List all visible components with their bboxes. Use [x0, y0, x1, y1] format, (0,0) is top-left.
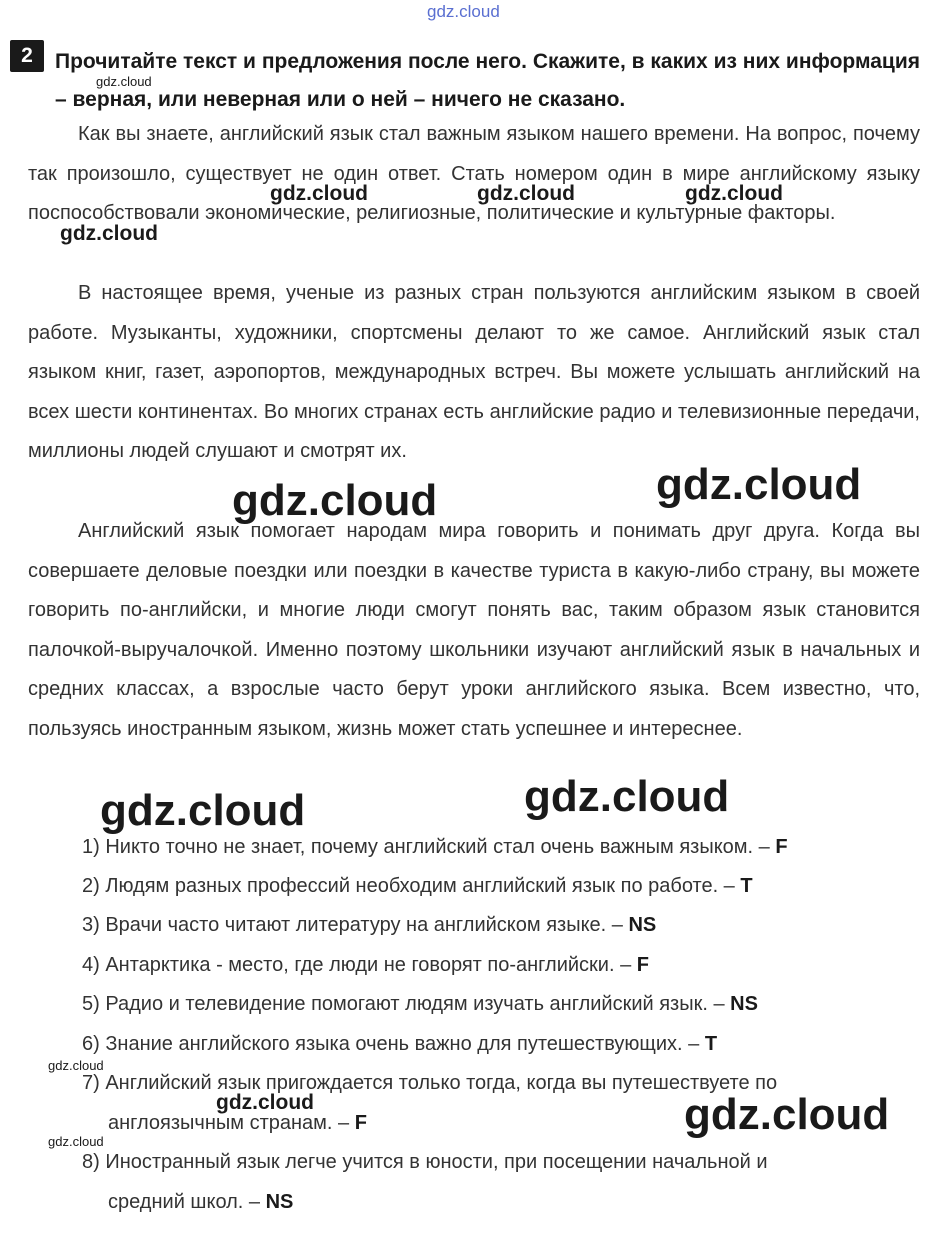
statement-answer: T — [704, 1033, 718, 1055]
task-title: Прочитайте текст и предложения после него. Скажите, в каких из них информация – верная, или неверная или о ней – ничего не сказано. — [55, 50, 920, 111]
statement-answer: NS — [730, 993, 758, 1015]
statement-1 — [82, 828, 920, 868]
statement-answer: F — [775, 836, 788, 858]
statement-text: 3) Врачи часто читают литературу на английском языке. – — [82, 914, 623, 936]
task-number-badge: 2 — [10, 40, 44, 72]
statement-text: 2) Людям разных профессий необходим английский язык по работе. – — [82, 875, 735, 897]
statement-text: 8) Иностранный язык легче учится в юности, при посещении начальной и — [82, 1151, 768, 1173]
watermark: gdz.cloud — [685, 182, 783, 205]
statement-answer: T — [740, 875, 753, 897]
statement-answer: NS — [265, 1190, 294, 1213]
statement-6 — [82, 1025, 920, 1065]
watermark: gdz.cloud — [232, 476, 438, 525]
watermark: gdz.cloud — [270, 182, 368, 205]
statement-text: 4) Антарктика - место, где люди не говорят по-английски. – — [82, 954, 632, 976]
statement-text: 5) Радио и телевидение помогают людям изучать английский язык. – — [82, 993, 725, 1015]
watermark: gdz.cloud — [656, 460, 862, 509]
statement-7 — [82, 1064, 920, 1143]
statement-text: 1) Никто точно не знает, почему английский стал очень важным языком. – — [82, 836, 770, 858]
watermark: gdz.cloud — [48, 1058, 104, 1073]
text-paragraph-2: В настоящее время, ученые из разных стран пользуются английским языком в своей работе. Музыканты, художники, спортсмены делают то же самое. Английский язык стал языком книг, газет, аэропортов, международных встреч. Вы можете услышать английский на всех шести континентах. Во многих странах есть английские радио и телевизионные передачи, миллионы людей слушают и смотрят их. — [28, 282, 920, 462]
statement-text-continued: средний школ. – NS — [108, 1190, 294, 1213]
statement-4 — [82, 946, 920, 986]
text-paragraph-1: Как вы знаете, английский язык стал важным языком нашего времени. На вопрос, почему так произошло, существует не один ответ. Стать номером один в мире английскому языку поспособствовали экономические, религиозные, политические и культурные факторы. — [28, 123, 920, 224]
watermark: gdz.cloud — [216, 1091, 314, 1114]
statement-answer: F — [636, 954, 649, 976]
statement-5 — [82, 985, 920, 1025]
statement-text: 7) Английский язык пригождается только тогда, когда вы путешествуете по — [82, 1072, 778, 1094]
watermark: gdz.cloud — [100, 786, 306, 835]
watermark: gdz.cloud — [96, 74, 152, 89]
statement-answer: NS — [628, 914, 657, 936]
watermark: gdz.cloud — [48, 1134, 104, 1149]
watermark: gdz.cloud — [524, 772, 730, 821]
statement-answer: F — [354, 1111, 367, 1134]
text-paragraph-3: Английский язык помогает народам мира говорить и понимать друг друга. Когда вы совершаете деловые поездки или поездки в качестве туриста в какую-либо страну, вы можете говорить по-английски, и многие люди смогут понять вас, таким образом язык становится палочкой-выручалочкой. Именно поэтому школьники изучают английский язык в начальных и средних классах, а взрослые часто берут уроки английского языка. Всем известно, что, пользуясь иностранным языком, жизнь может стать успешнее и интереснее. — [28, 520, 920, 740]
statement-8 — [82, 1143, 920, 1222]
statement-text: 6) Знание английского языка очень важно для путешествующих. – — [82, 1033, 700, 1055]
statement-2 — [82, 867, 920, 907]
statement-text-continued: англоязычным странам. – F — [108, 1111, 367, 1134]
watermark: gdz.cloud — [477, 182, 575, 205]
watermark-top: gdz.cloud — [427, 2, 500, 21]
watermark: gdz.cloud — [684, 1090, 890, 1139]
watermark: gdz.cloud — [60, 222, 158, 245]
statement-3 — [82, 906, 920, 946]
